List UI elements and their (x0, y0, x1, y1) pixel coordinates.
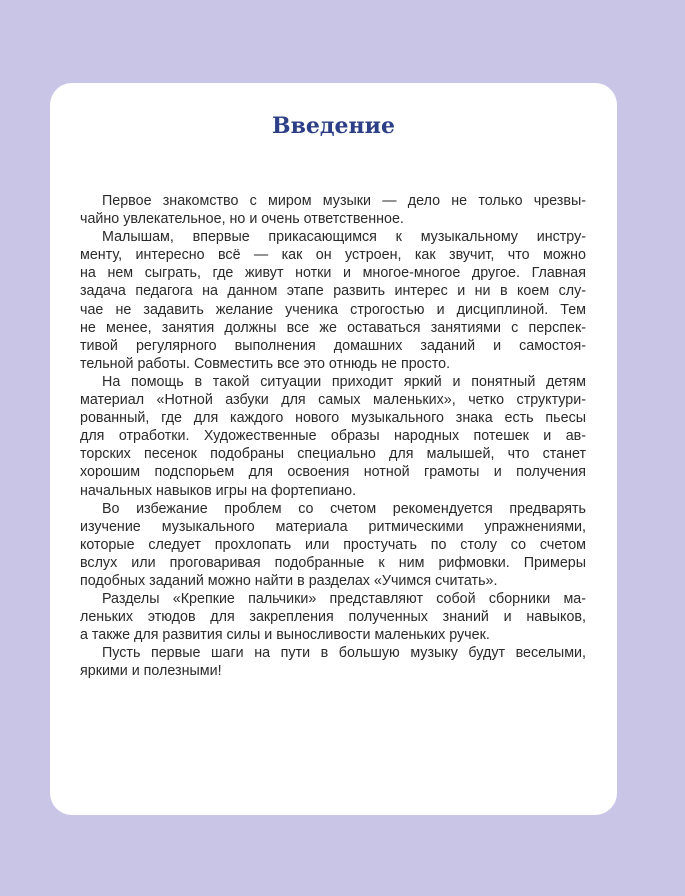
page-title: Введение (272, 113, 395, 139)
text-line: тельной работы. Совместить все это отнюдь не просто. (80, 355, 451, 372)
text-line: торских песенок подобраны специально для малышей, что станет (80, 446, 586, 463)
paragraph (80, 500, 586, 590)
text-line: Разделы «Крепкие пальчики» представляют собой сборники ма- (102, 591, 586, 608)
text-line: чайно увлекательное, но и очень ответственное. (80, 211, 404, 228)
text-line: На помощь в такой ситуации приходит яркий и понятный детям (102, 373, 586, 390)
text-line: задача педагога на данном этапе развить интерес и ни в коем слу- (80, 283, 586, 300)
text-line: которые следует прохлопать или простучать по столу со счетом (80, 536, 586, 553)
text-line: материал «Нотной азбуки для самых маленьких», четко структури- (80, 392, 586, 409)
text-line: тивой регулярного выполнения домашних заданий и самостоя- (80, 337, 586, 354)
text-line: рованный, где для каждого нового музыкального знака есть пьесы (80, 410, 586, 427)
text-line: чае не задавить желание ученика строгостью и дисциплиной. Тем (80, 301, 586, 318)
text-line: Пусть первые шаги на пути в большую музыку будут веселыми, (102, 645, 586, 662)
introduction-text (80, 192, 586, 681)
text-line: хорошим подспорьем для освоения нотной грамоты и получения (80, 464, 586, 481)
paragraph (80, 644, 586, 680)
paragraph (80, 373, 586, 500)
paragraph (80, 590, 586, 644)
text-line: подобных заданий можно найти в разделах «Учимся считать». (80, 572, 498, 589)
text-line: Во избежание проблем со счетом рекомендуется предварять (102, 500, 586, 517)
text-line: вслух или проговаривая подобранные к ним рифмовки. Примеры (80, 554, 586, 571)
page-card (50, 83, 617, 815)
paragraph (80, 192, 586, 228)
text-line: яркими и полезными! (80, 663, 222, 680)
text-line: на нем сыграть, где живут нотки и многое-многое другое. Главная (80, 265, 586, 282)
text-line: не менее, занятия должны все же оставаться занятиями с перспек- (80, 319, 586, 336)
text-line: изучение музыкального материала ритмическими упражнениями, (80, 518, 586, 535)
text-line: менту, интересно всё — как он устроен, как звучит, что можно (80, 247, 586, 264)
text-line: Малышам, впервые прикасающимся к музыкальному инстру- (102, 229, 586, 246)
text-line: для отработки. Художественные образы народных потешек и ав- (80, 428, 586, 445)
text-line: леньких этюдов для закрепления полученных знаний и навыков, (80, 609, 586, 626)
text-line: а также для развития силы и выносливости маленьких ручек. (80, 627, 490, 644)
text-line: начальных навыков игры на фортепиано. (80, 482, 357, 499)
text-line: Первое знакомство с миром музыки — дело не только чрезвы- (102, 193, 586, 209)
paragraph (80, 228, 586, 373)
